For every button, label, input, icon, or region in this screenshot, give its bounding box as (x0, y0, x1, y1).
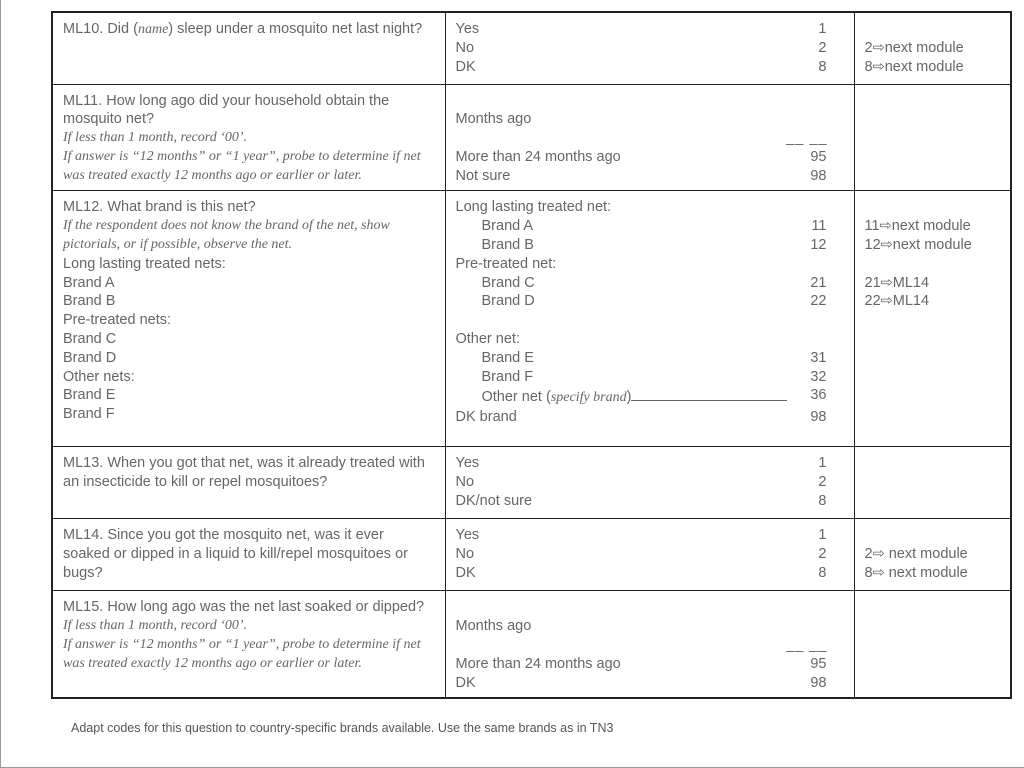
skip-cell (854, 447, 1011, 519)
skip-cell (854, 84, 1011, 191)
category-heading: Pre-treated net: (455, 255, 557, 272)
question-row-ml15 (52, 591, 1011, 698)
skip-instruction: 22⇨ML14 (864, 293, 930, 310)
category-heading: Long lasting treated net: (455, 199, 612, 216)
answer-option[interactable] (456, 473, 844, 492)
answer-code: 12 (810, 237, 827, 254)
skip-instruction: 12⇨next module (864, 237, 972, 254)
answer-label: No (455, 474, 475, 491)
brand-list-item: Brand C (63, 331, 117, 348)
answer-label: More than 24 months ago (455, 655, 621, 672)
answer-cell (445, 12, 854, 84)
question-text-end: ) sleep under a mosquito net last night? (168, 21, 423, 37)
other-prefix: Other net ( (481, 389, 551, 406)
answer-option[interactable] (456, 20, 844, 39)
category-heading: Other net: (455, 331, 520, 348)
answer-label: DK brand (455, 409, 517, 426)
question-cell (52, 591, 445, 698)
question-row-ml12 (52, 191, 1011, 447)
answer-option[interactable] (456, 217, 844, 236)
answer-code: 36 (810, 387, 827, 404)
months-blank: __ __ (786, 637, 828, 654)
answer-option[interactable] (456, 274, 844, 293)
answer-label (456, 386, 788, 408)
answer-option[interactable] (456, 526, 844, 545)
brand-list-item: Pre-treated nets: (63, 312, 171, 329)
answer-label: Brand A (481, 218, 534, 235)
answer-option[interactable] (456, 408, 844, 427)
question-text: ML15. How long ago was the net last soaked or dipped? (63, 599, 425, 616)
question-row-ml13 (52, 447, 1011, 519)
skip-instruction: 21⇨ML14 (864, 274, 930, 291)
answer-label: Brand B (481, 237, 534, 254)
skip-cell (854, 191, 1011, 447)
skip-instruction: 11⇨next module (864, 218, 971, 235)
answer-option-other[interactable] (456, 386, 844, 408)
interviewer-instruction: If less than 1 month, record ‘00’. (63, 130, 248, 146)
question-cell (52, 519, 445, 591)
interviewer-instruction: If answer is “12 months” or “1 year”, probe to determine if net was treated exactly 12 months ago or earlier or later. (63, 148, 421, 183)
skip-cell (854, 519, 1011, 591)
answer-label: Brand F (481, 368, 534, 385)
answer-option[interactable] (456, 236, 844, 255)
name-placeholder: name (137, 22, 169, 37)
answer-label: DK/not sure (455, 493, 533, 510)
answer-label: No (455, 39, 475, 56)
answer-option[interactable] (456, 167, 844, 186)
months-ago-label: Months ago (455, 618, 532, 635)
answer-option[interactable] (456, 39, 844, 58)
brand-list-item: Brand D (63, 349, 117, 366)
answer-label: DK (455, 58, 476, 75)
other-suffix: ) (626, 389, 632, 406)
answer-label: Yes (455, 455, 480, 472)
answer-code: 1 (818, 455, 827, 472)
answer-label: DK (455, 565, 476, 582)
brand-list-item: Brand E (63, 387, 116, 404)
answer-code: 31 (810, 349, 827, 366)
question-text: ML13. When you got that net, was it already treated with an insecticide to kill or repel mosquitoes? (63, 455, 425, 491)
brand-list-item: Brand F (63, 406, 115, 423)
answer-cell (445, 84, 854, 191)
answer-code: 21 (810, 274, 827, 291)
brand-list-item: Long lasting treated nets: (63, 255, 226, 272)
answer-label: Brand E (481, 349, 534, 366)
answer-code: 2 (818, 39, 827, 56)
interviewer-instruction: If answer is “12 months” or “1 year”, probe to determine if net was treated exactly 12 months ago or earlier or later. (63, 637, 421, 671)
months-ago-input[interactable] (456, 129, 844, 148)
answer-option[interactable] (456, 655, 844, 674)
answer-code: 32 (810, 368, 827, 385)
answer-code: 1 (818, 527, 827, 544)
skip-instruction: 2⇨next module (864, 39, 964, 56)
question-text: ML14. Since you got the mosquito net, was it ever soaked or dipped in a liquid to kill/repel mosquitoes or bugs? (63, 527, 408, 582)
answer-code: 11 (811, 218, 827, 235)
question-cell (52, 191, 445, 447)
question-cell (52, 447, 445, 519)
answer-label: Brand C (481, 274, 535, 291)
answer-code: 98 (810, 167, 827, 184)
question-row-ml14 (52, 519, 1011, 591)
answer-option[interactable] (456, 674, 844, 693)
skip-instruction: 8⇨next module (864, 58, 964, 75)
questionnaire-table (51, 11, 1012, 699)
answer-code: 8 (818, 493, 827, 510)
interviewer-instruction: If less than 1 month, record ‘00’. (63, 618, 248, 634)
answer-option[interactable] (456, 492, 844, 511)
answer-code: 1 (818, 21, 827, 37)
answer-label: Brand D (481, 293, 535, 310)
answer-cell (445, 191, 854, 447)
specify-brand-field[interactable] (631, 386, 787, 401)
interviewer-instruction: If the respondent does not know the brand of the net, show pictorials, or if possible, observe the net. (63, 218, 390, 253)
skip-instruction: 8⇨ next module (864, 565, 968, 582)
answer-option[interactable] (456, 292, 844, 311)
specify-brand-hint: specify brand (550, 390, 627, 406)
answer-label: No (455, 546, 475, 563)
skip-instruction: 2⇨ next module (864, 546, 968, 563)
footnote: Adapt codes for this question to country-specific brands available. Use the same brands as in TN3 (71, 721, 614, 735)
answer-label: More than 24 months ago (455, 148, 621, 165)
question-text: ML10. Did ( (63, 21, 138, 37)
question-text: ML12. What brand is this net? (63, 199, 256, 216)
brand-list-item: Other nets: (63, 368, 135, 385)
answer-code: 8 (818, 565, 827, 582)
answer-cell (445, 447, 854, 519)
answer-code: 8 (818, 58, 827, 75)
answer-code: 98 (810, 674, 827, 691)
answer-option[interactable] (456, 545, 844, 564)
months-ago-input[interactable] (456, 636, 844, 655)
answer-code: 22 (810, 293, 827, 310)
answer-code: 2 (818, 474, 827, 491)
answer-option[interactable] (456, 148, 844, 167)
question-row-ml10 (52, 12, 1011, 84)
answer-option[interactable] (456, 58, 844, 77)
answer-label: Yes (455, 527, 480, 544)
answer-label: Yes (455, 21, 480, 37)
question-cell (52, 12, 445, 84)
months-blank: __ __ (786, 130, 828, 147)
brand-list-item: Brand A (63, 274, 115, 291)
answer-code: 95 (810, 148, 827, 165)
answer-cell (445, 519, 854, 591)
answer-option[interactable] (456, 368, 844, 387)
answer-label: Not sure (455, 167, 511, 184)
answer-option[interactable] (456, 564, 844, 583)
months-ago-label: Months ago (455, 111, 532, 128)
answer-label: DK (455, 674, 476, 691)
skip-cell (854, 12, 1011, 84)
answer-option[interactable] (456, 349, 844, 368)
answer-option[interactable] (456, 454, 844, 473)
brand-list-item: Brand B (63, 293, 116, 310)
answer-code: 2 (818, 546, 827, 563)
skip-cell (854, 591, 1011, 698)
answer-code: 95 (810, 655, 827, 672)
question-cell (52, 84, 445, 191)
answer-cell (445, 591, 854, 698)
answer-code: 98 (810, 409, 827, 426)
question-row-ml11 (52, 84, 1011, 191)
question-text: ML11. How long ago did your household obtain the mosquito net? (63, 92, 390, 128)
